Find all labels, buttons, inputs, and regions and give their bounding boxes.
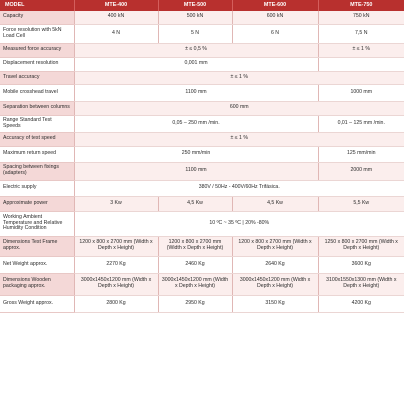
table-cell: 1000 mm (318, 84, 404, 101)
row-label-working-ambient-temperature-and-relative-humidity-condition: Working Ambient Temperature and Relative Humidity Condition (0, 211, 74, 236)
row-label-capacity: Capacity (0, 11, 74, 24)
column-header-model: MODEL (0, 0, 74, 11)
table-cell: 3000x1450x1200 mm (Width x Depth x Height) (158, 273, 232, 295)
table-cell: 0,001 mm (74, 57, 318, 71)
row-label-dimensions-wooden-packaging-approx: Dimensions Wooden packaging approx. (0, 273, 74, 295)
table-cell: 3100x1550x1300 mm (Width x Depth x Height) (318, 273, 404, 295)
row-label-spacing-between-fixings-adapters: Spacing between fixings (adapters) (0, 162, 74, 180)
table-cell: ± ≤ 1 % (74, 71, 404, 84)
table-row (0, 71, 404, 84)
table-cell: 1200 x 800 x 2700 mm (Width x Depth x Height) (158, 236, 232, 256)
table-cell: 3150 Kg (232, 295, 318, 312)
table-cell: 380V / 50Hz - 400V/60Hz Trifásica. (74, 180, 404, 196)
table-cell: 500 kN (158, 11, 232, 24)
table-cell: 5 N (158, 24, 232, 43)
table-row (0, 101, 404, 115)
table-cell: 1250 x 800 x 2700 mm (Width x Depth x Height) (318, 236, 404, 256)
table-cell: ± ≤ 1 % (318, 43, 404, 57)
table-cell: 250 mm/min (74, 146, 318, 162)
table-cell: 2270 Kg (74, 256, 158, 273)
table-row (0, 256, 404, 273)
table-cell: 600 kN (232, 11, 318, 24)
row-label-displacement-resolution: Displacement resolution (0, 57, 74, 71)
table-cell: 2460 Kg (158, 256, 232, 273)
table-row (0, 11, 404, 24)
table-cell: 400 kN (74, 11, 158, 24)
table-cell: 750 kN (318, 11, 404, 24)
column-header-mte-750: MTE-750 (318, 0, 404, 11)
table-row (0, 115, 404, 132)
table-cell: ± ≤ 0,5 % (74, 43, 318, 57)
table-cell (318, 57, 404, 71)
table-cell: ± ≤ 1 % (74, 132, 404, 146)
row-label-accuracy-of-test-speed: Accuracy of test speed (0, 132, 74, 146)
table-cell: 3600 Kg (318, 256, 404, 273)
table-row (0, 211, 404, 236)
table-row (0, 132, 404, 146)
row-label-approximate-power: Approximate power (0, 196, 74, 211)
table-cell: 4,5 Kw (232, 196, 318, 211)
table-row (0, 295, 404, 312)
table-row (0, 162, 404, 180)
table-cell: 2800 Kg (74, 295, 158, 312)
table-cell: 1200 x 800 x 2700 mm (Width x Depth x Height) (232, 236, 318, 256)
table-cell: 10 ºC ~ 35 ºC | 20% -80% (74, 211, 404, 236)
row-label-dimensions-test-frame-approx: Dimensions Test Frame approx. (0, 236, 74, 256)
table-cell: 2950 Kg (158, 295, 232, 312)
table-cell: 4200 Kg (318, 295, 404, 312)
table-cell: 4 N (74, 24, 158, 43)
table-cell: 0,01 – 125 mm /min. (318, 115, 404, 132)
table-cell: 4,5 Kw (158, 196, 232, 211)
table-cell: 3000x1450x1200 mm (Width x Depth x Height) (74, 273, 158, 295)
row-label-separation-between-columns: Separation between columns (0, 101, 74, 115)
row-label-gross-weight-approx: Gross Weight approx. (0, 295, 74, 312)
table-row (0, 24, 404, 43)
table-cell: 3000x1450x1200 mm (Width x Depth x Height) (232, 273, 318, 295)
table-row (0, 146, 404, 162)
row-label-maximum-return-speed: Maximum return speed (0, 146, 74, 162)
column-header-mte-500: MTE-500 (158, 0, 232, 11)
table-cell: 0,05 – 250 mm /min. (74, 115, 318, 132)
table-row (0, 236, 404, 256)
table-cell: 1100 mm (74, 162, 318, 180)
row-label-mobile-crosshead-travel: Mobile crosshead travel (0, 84, 74, 101)
table-cell: 125 mm/min (318, 146, 404, 162)
row-label-range-standard-test-speeds: Range Standard Test Speeds (0, 115, 74, 132)
table-cell: 5,5 Kw (318, 196, 404, 211)
row-label-force-resolution-with-5kn-load-cell: Force resolution with 5kN Load Cell (0, 24, 74, 43)
table-row (0, 43, 404, 57)
table-cell: 6 N (232, 24, 318, 43)
table-cell: 2640 Kg (232, 256, 318, 273)
table-row (0, 196, 404, 211)
row-label-electric-supply: Electric supply (0, 180, 74, 196)
table-cell: 2000 mm (318, 162, 404, 180)
table-row (0, 57, 404, 71)
table-cell: 7,5 N (318, 24, 404, 43)
column-header-mte-400: MTE-400 (74, 0, 158, 11)
column-header-mte-600: MTE-600 (232, 0, 318, 11)
table-cell: 1100 mm (74, 84, 318, 101)
header-row (0, 0, 404, 11)
row-label-net-weight-approx: Net Weight approx. (0, 256, 74, 273)
row-label-measured-force-accuracy: Measured force accuracy (0, 43, 74, 57)
row-label-travel-accuracy: Travel accuracy (0, 71, 74, 84)
spec-table-body (0, 11, 404, 312)
table-cell: 1200 x 800 x 2700 mm (Width x Depth x Height) (74, 236, 158, 256)
table-cell: 3 Kw (74, 196, 158, 211)
table-row (0, 273, 404, 295)
table-row (0, 180, 404, 196)
table-cell: 600 mm (74, 101, 404, 115)
table-row (0, 84, 404, 101)
